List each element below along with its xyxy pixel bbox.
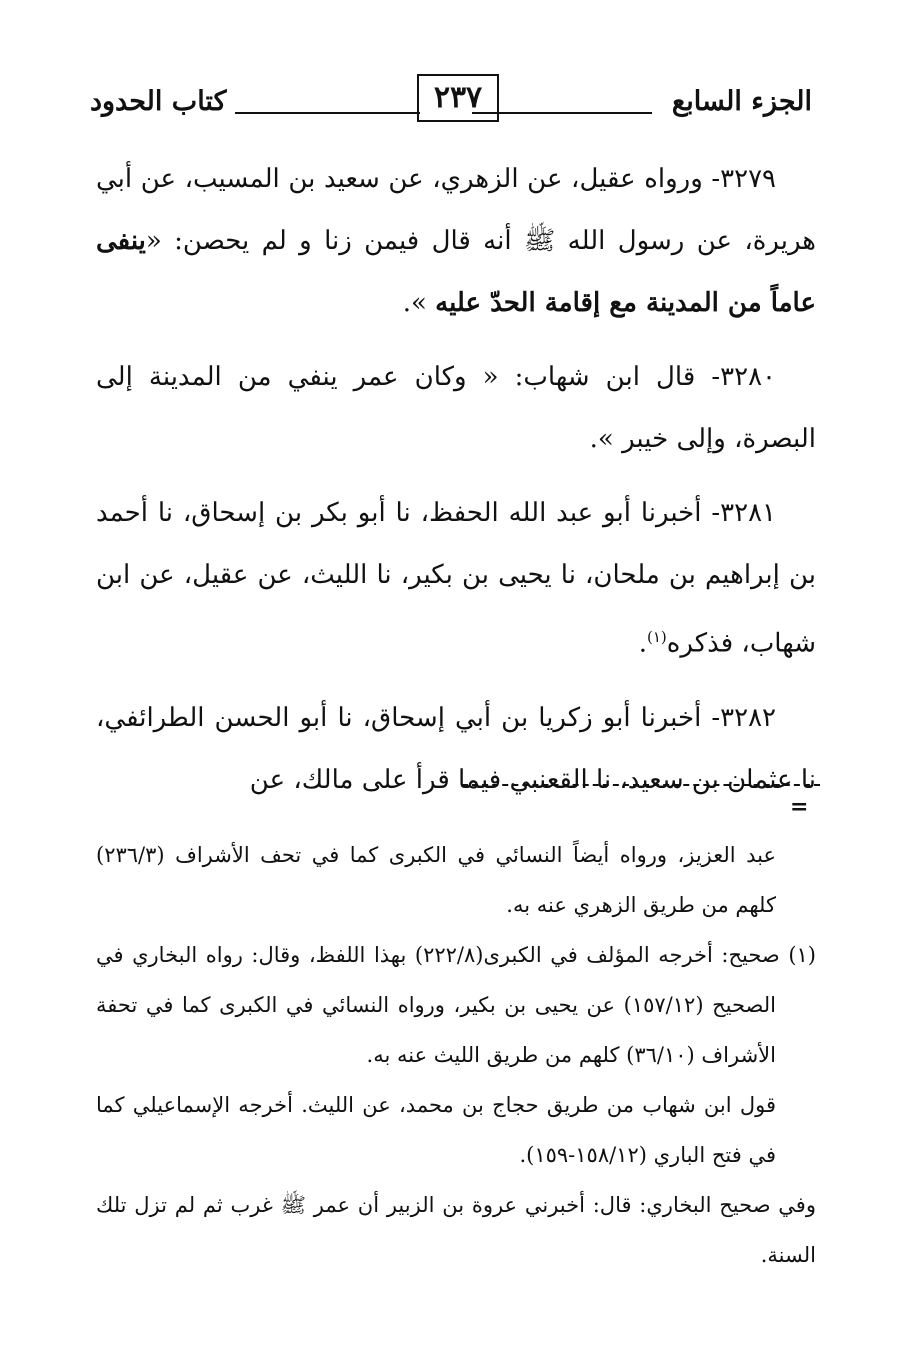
- footnote-ref-1: (١): [646, 628, 667, 646]
- header-rule-right: [472, 112, 652, 114]
- footnote-1-part-2: قول ابن شهاب من طريق حجاج بن محمد، عن الليث. أخرجه الإسماعيلي كما في فتح الباري (١٥٨/١٢-١٥٩).: [96, 1093, 776, 1167]
- footnote-continuation: عبد العزيز، ورواه أيضاً النسائي في الكبرى كما في تحف الأشراف (٢٣٦/٣) كلهم من طريق الزهري عنه به.: [96, 843, 776, 917]
- footnote-1-part-3: وفي صحيح البخاري: قال: أخبرني عروة بن الزبير أن عمر ﷺ غرب ثم لم تزل تلك السنة.: [96, 1193, 816, 1267]
- continuation-mark: =: [790, 794, 809, 820]
- page-header: [90, 74, 812, 134]
- hadith-3279: [96, 148, 816, 334]
- page-number: ٢٣٧: [417, 74, 499, 122]
- hadith-3280: ٣٢٨٠- قال ابن شهاب: « وكان عمر ينفي من المدينة إلى البصرة، وإلى خيبر ».: [96, 362, 816, 454]
- main-text: [96, 148, 816, 823]
- footnote-1: (١) صحيح: أخرجه المؤلف في الكبرى(٢٢٢/٨) بهذا اللفظ، وقال: رواه البخاري في الصحيح (١٥٧/١٢) عن يحيى بن بكير، ورواه النسائي في الكبرى كما في تحفة الأشراف (٣٦/١٠) كلهم من طريق الليث عنه به.: [96, 943, 816, 1067]
- header-rule-left: [235, 112, 420, 114]
- footnote-separator: [462, 784, 820, 786]
- hadith-3279-quote: ينفى عاماً من المدينة مع إقامة الحدّ عليه: [96, 226, 816, 318]
- hadith-3281-end: .: [638, 628, 647, 659]
- hadith-3281: [96, 482, 816, 675]
- hadith-3279-text: ٣٢٧٩- ورواه عقيل، عن الزهري، عن سعيد بن المسيب، عن أبي هريرة، عن رسول الله ﷺ أنه قال فيمن زنا و لم يحصن: «: [96, 164, 816, 256]
- book-title: كتاب الحدود: [90, 86, 227, 117]
- footnotes: [96, 830, 816, 1280]
- hadith-3281-text: ٣٢٨١- أخبرنا أبو عبد الله الحفظ، نا أبو بكر بن إسحاق، نا أحمد بن إبراهيم بن ملحان، نا يحيى بن بكير، نا الليث، عن عقيل، عن ابن شهاب، فذكره: [96, 498, 816, 659]
- hadith-3279-end: ».: [402, 288, 427, 318]
- hadith-3282: ٣٢٨٢- أخبرنا أبو زكريا بن أبي إسحاق، نا أبو الحسن الطرائفي، نا عثمان بن سعيد، نا القعنبي فيما قرأ على مالك، عن: [96, 702, 816, 795]
- volume-title: الجزء السابع: [671, 86, 812, 117]
